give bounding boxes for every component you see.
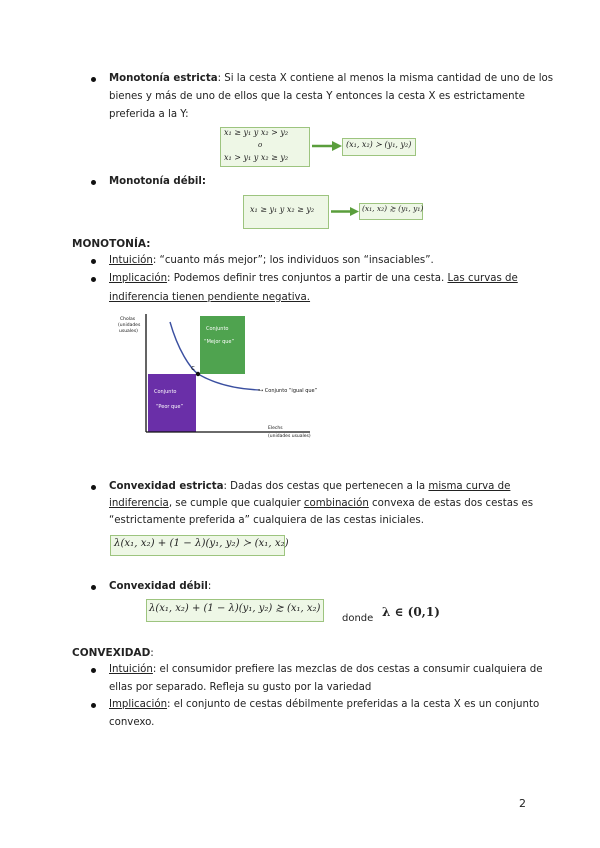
bullet [91, 180, 96, 185]
mono-estricta-formula-line1: x₁ ≥ y₁ y x₂ > y₂ [224, 128, 289, 137]
monotonia-heading: MONOTONÍA: [72, 238, 151, 250]
bullet [91, 259, 96, 264]
x-label-1: Elechs [268, 426, 283, 431]
conv-estricta-line1: Convexidad estricta: Dadas dos cestas que pertenecen a la misma curva de [109, 481, 511, 492]
mono-estricta-result: (x₁, x₂) ≻ (y₁, y₂) [346, 140, 412, 149]
indifferent-label: → Conjunto “igual que” [259, 388, 318, 394]
bullet [91, 585, 96, 590]
mono-estricta-formula-or: o [258, 141, 263, 149]
page-number: 2 [519, 797, 526, 810]
better-set-region [200, 316, 245, 374]
implicacion-label: Implicación [109, 273, 168, 284]
bullet [91, 703, 96, 708]
convexidad-implicacion-line2: convexo. [109, 717, 155, 728]
mono-estricta-line1: Monotonía estricta: Si la cesta X contiene al menos la misma cantidad de uno de los [109, 73, 554, 84]
conv-debil-line: Convexidad débil: [109, 581, 212, 592]
mono-debil-formula: x₁ ≥ y₁ y x₂ ≥ y₂ [250, 205, 315, 214]
mono-debil-term: Monotonía débil: [109, 176, 206, 187]
bullet [91, 485, 96, 490]
mono-debil-result: (x₁, x₂) ≿ (y₁, y₁) [362, 204, 424, 213]
conv-debil-formula: λ(x₁, x₂) + (1 − λ)(y₁, y₂) ≿ (x₁, x₂) [149, 603, 321, 614]
convexidad-implicacion-line1: Implicación: el conjunto de cestas débilmente preferidas a la cesta X es un conjunto [109, 699, 540, 710]
monotonia-implicacion-line1: Implicación: Podemos definir tres conjuntos a partir de una cesta. Las curvas de [109, 273, 518, 284]
convexidad-intuicion-line2: ellas por separado. Refleja su gusto por la variedad [109, 682, 372, 693]
conv-estricta-line2: indiferencia, se cumple que cualquier combinación convexa de estas dos cestas es [109, 498, 534, 509]
convexidad-heading: CONVEXIDAD: [72, 647, 154, 659]
y-label-1: Cholas [120, 317, 136, 322]
convexidad-intuicion-line1: Intuición: el consumidor prefiere las mezclas de dos cestas a consumir cualquiera de [109, 664, 543, 675]
y-label-2: (unidades [118, 323, 141, 328]
conv-debil-donde: donde [342, 613, 374, 624]
arrow-right-icon [331, 207, 359, 216]
bullet [91, 277, 96, 282]
conv-estricta-line3: “estrictamente preferida a” cualquiera de las cestas iniciales. [109, 515, 424, 526]
implicacion-label: Implicación [109, 699, 168, 710]
arrow-right-icon [312, 141, 342, 151]
conv-estricta-formula: λ(x₁, x₂) + (1 − λ)(y₁, y₂) ≻ (x₁, x₂) [114, 538, 289, 549]
monotonia-intuicion: Intuición: “cuanto más mejor”; los individuos son “insaciables”. [109, 255, 434, 266]
intuicion-label: Intuición [109, 664, 153, 675]
better-label-2: “Mejor que” [204, 339, 235, 345]
bullet [91, 77, 96, 82]
bundle-point [196, 372, 200, 376]
point-label: c [191, 364, 195, 372]
mono-debil-line [109, 173, 206, 191]
worse-label-1: Conjunto [154, 389, 177, 395]
mono-estricta-formula-line2: x₁ > y₁ y x₂ ≥ y₂ [224, 153, 289, 162]
mono-estricta-line2: bienes y más de uno de ellos que la cesta Y entonces la cesta X es estrictamente [109, 91, 525, 102]
indifference-graph [100, 310, 340, 445]
conv-debil-lambda-range: λ ∈ (0,1) [382, 605, 440, 619]
monotonia-implicacion-line2: indiferencia tienen pendiente negativa. [109, 292, 311, 303]
mono-estricta-line3: preferida a la Y: [109, 109, 189, 120]
mono-estricta-term: Monotonía estricta [109, 73, 218, 84]
intuicion-label: Intuición [109, 255, 153, 266]
y-label-3: usuales) [119, 329, 138, 334]
worse-set-region [148, 374, 196, 432]
conv-debil-term: Convexidad débil [109, 581, 208, 592]
better-label-1: Conjunto [206, 326, 229, 332]
x-label-2: (unidades usuales) [268, 434, 311, 439]
bullet [91, 668, 96, 673]
conv-estricta-term: Convexidad estricta [109, 481, 224, 492]
worse-label-2: “Peor que” [156, 404, 184, 410]
